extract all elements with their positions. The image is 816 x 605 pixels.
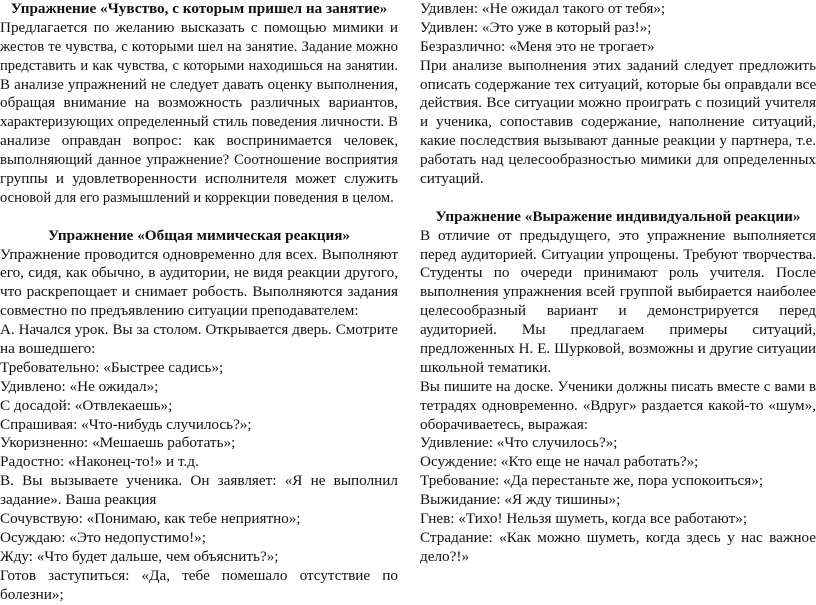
blank-line (0, 208, 398, 227)
text-line: предложенных Н. Е. Шурковой, возможны и другие ситуации (420, 341, 816, 358)
text-line: Гнев: «Тихо! Нельзя шуметь, когда все работают»; (420, 510, 748, 528)
text-line: Укоризненно: «Мешаешь работать»; (0, 434, 236, 452)
text-line: представить и как чувства, с которыми находишься на занятии. (0, 57, 398, 74)
text-line: Осуждение: «Кто еще не начал работать?»; (420, 453, 699, 471)
text-line: выполнения упражнения всей группой выбирается наиболее (420, 283, 816, 301)
text-line: тетрадях одновременно. «Вдруг» раздается какой-то «шум», (420, 396, 816, 414)
section-heading: Упражнение «Чувство, с которым пришел на занятие» (10, 0, 388, 17)
text-line: Студенты по очереди принимают роль учителя. После (420, 264, 816, 282)
text-line: совместно по предъявлению ситуации преподавателем: (0, 302, 359, 320)
section-heading: Упражнение «Общая мимическая реакция» (47, 226, 351, 244)
blank-line (420, 189, 816, 208)
text-line: аудиторией. Мы предлагаем примеры ситуаций, (420, 321, 816, 339)
text-line: Безразлично: «Меня это не трогает» (420, 37, 655, 55)
text-line: работать над целесообразностью мимики для определенных (420, 151, 816, 169)
text-line: В анализе упражнений не следует давать оценку выполнения, (0, 76, 398, 93)
text-line: С досадой: «Отвлекаешь»; (0, 396, 173, 414)
text-line: основой для его размышлений и коррекции поведения в целом. (0, 189, 394, 206)
text-line: и ученика, сопоставив содержание, наполнение ситуаций, (420, 113, 816, 131)
text-line: Требовательно: «Быстрее садись»; (0, 358, 224, 376)
text-line: целесообразный вариант и демонстрируется перед (420, 302, 816, 320)
text-line: Готов заступиться: «Да, тебе помешало отсутствие по (0, 566, 398, 584)
text-line: оборачиваетесь, выражая: (420, 415, 589, 433)
text-line: Сочувствую: «Понимаю, как тебе неприятно»; (0, 510, 301, 528)
text-line: Предлагается по желанию высказать с помощью мимики и (0, 18, 398, 36)
text-line: Удивление: «Что случилось?»; (420, 434, 618, 452)
text-line: В отличие от предыдущего, это упражнение выполняется (420, 226, 816, 244)
text-line: действия. Все ситуации можно проиграть с позиций учителя (420, 94, 816, 112)
text-line: выполняющий данное упражнение? Соотношение восприятия (0, 152, 398, 169)
text-line: Жду: «Что будет дальше, чем объяснить?»; (0, 547, 279, 565)
left-column (0, 0, 398, 605)
text-line: Выжидание: «Я жду тишины»; (420, 491, 621, 509)
text-line: описать содержание тех ситуаций, которые бы оправдали все (420, 75, 816, 93)
text-line: на вошедшего: (0, 340, 96, 358)
text-line: анализе оправдан вопрос: как воспринимается человек, (0, 132, 398, 150)
text-line: перед аудиторией. Ситуации упрощены. Требуют творчества. (420, 246, 816, 263)
text-line: ситуаций. (420, 170, 484, 188)
text-line: При анализе выполнения этих заданий следует предложить (420, 56, 816, 74)
text-line: задание». Ваша реакция (0, 491, 157, 509)
text-line: какие последствия вызывают данные реакции у партнера, т.е. (420, 133, 816, 150)
text-line: Спрашивая: «Что-нибудь случилось?»; (0, 415, 252, 433)
text-line: Удивлен: «Не ожидал такого от тебя»; (420, 0, 666, 17)
text-line: Страдание: «Как можно шуметь, когда здесь у нас важное (420, 528, 816, 546)
text-line: школьной тематики. (420, 358, 552, 376)
text-line: болезни»; (0, 585, 64, 603)
text-line: В. Вы вызываете ученика. Он заявляет: «Я не выполнил (0, 472, 398, 490)
text-line: Осуждаю: «Это недопустимо!»; (0, 528, 206, 546)
text-line: обращая внимание на возможность различных вариантов, (0, 94, 398, 112)
text-line: А. Начался урок. Вы за столом. Открывается дверь. Смотрите (0, 322, 398, 339)
right-column (420, 0, 816, 567)
section-heading: Упражнение «Выражение индивидуальной реакции» (435, 207, 801, 225)
text-line: группы и удовлетворенности исполнителя может служить (0, 170, 398, 188)
text-line: жестов те чувства, с которыми шел на занятие. Задание можно (0, 38, 398, 55)
text-line: Упражнение проводится одновременно для всех. Выполняют (0, 245, 398, 263)
text-line: Требование: «Да перестаньте же, пора успокоиться»; (420, 472, 764, 490)
text-line: Вы пишите на доске. Ученики должны писать вместе с вами в (420, 378, 816, 395)
text-line: характеризующих определенный стиль поведения личности. В (0, 114, 398, 131)
text-line: Удивлен: «Это уже в который раз!»; (420, 18, 652, 36)
text-line: Радостно: «Наконец-то!» и т.д. (0, 453, 199, 471)
text-line: Удивлено: «Не ожидал»; (0, 377, 159, 395)
text-line: что раскрепощает и снимает робость. Выполняются задания (0, 283, 398, 301)
text-line: его, сидя, как обычно, в аудитории, не видя реакции другого, (0, 264, 398, 282)
text-line: дело?!» (420, 547, 470, 565)
